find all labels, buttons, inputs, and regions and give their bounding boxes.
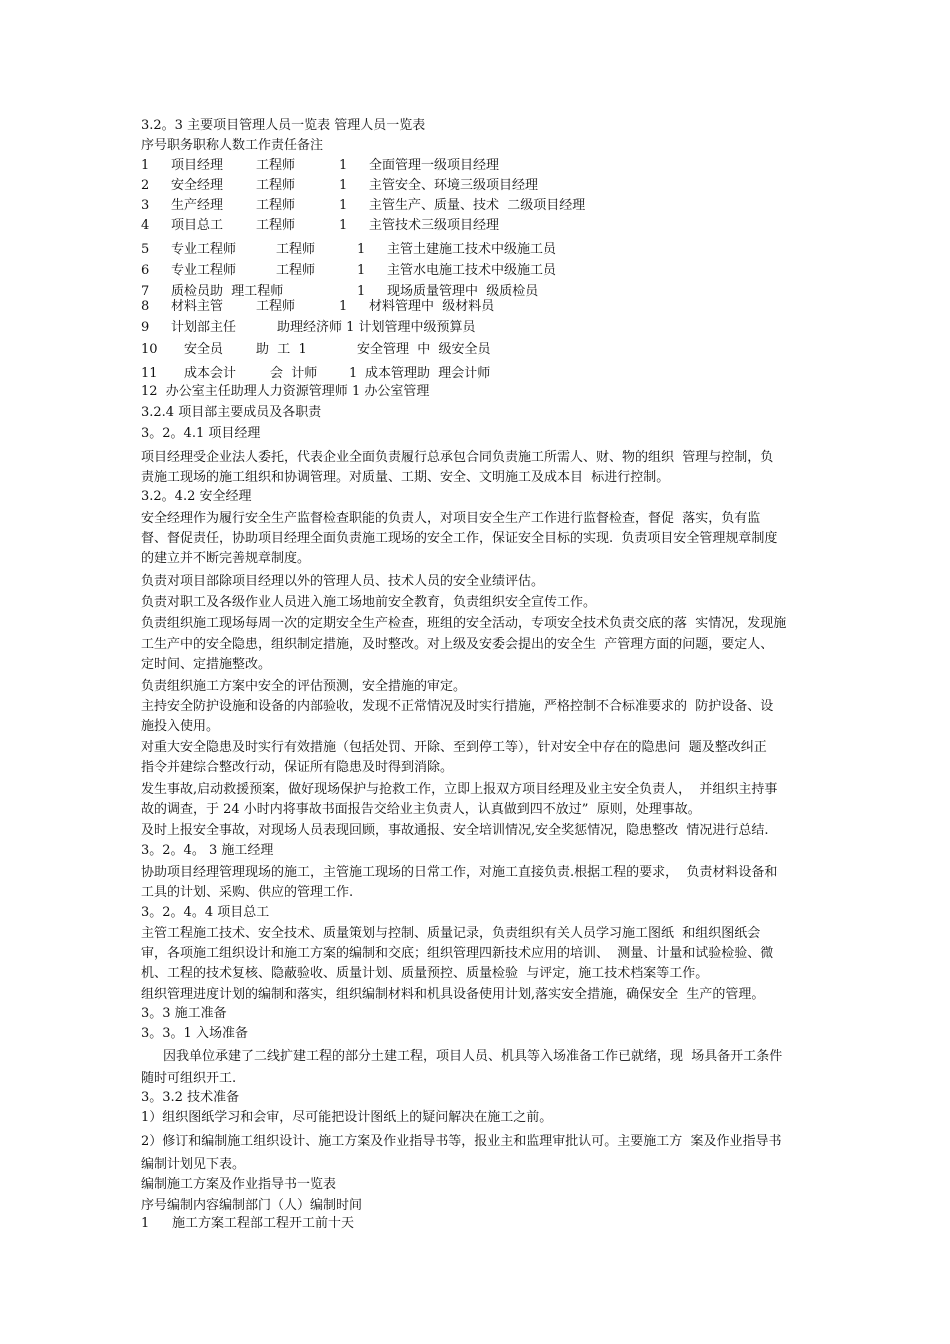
paragraph-line: 审，各项施工组织设计和施工方案的编制和交底；组织管理四新技术应用的培训、 测量、计量和试验检验、微 — [141, 946, 774, 961]
table-row — [141, 320, 801, 336]
paragraph-line: 的建立并不断完善规章制度。 — [141, 551, 311, 566]
row-count: 1 — [339, 218, 348, 233]
paragraph-line: 负责对项目部除项目经理以外的管理人员、技术人员的安全业绩评估。 — [141, 574, 545, 589]
paragraph-line: 组织管理进度计划的编制和落实，组织编制材料和机具设备使用计划,落实安全措施，确保安全 生产的管理。 — [141, 987, 765, 1002]
table-row — [141, 242, 801, 258]
paragraph-line: 1）组织图纸学习和会审，尽可能把设计图纸上的疑问解决在施工之前。 — [141, 1110, 553, 1125]
row-title: 工程师 — [256, 299, 296, 314]
row-no: 5 — [141, 242, 150, 257]
row-count: 1 — [339, 158, 348, 173]
row-duty: 安全管理 中 级安全员 — [357, 342, 491, 357]
table-row — [141, 158, 801, 174]
section-heading: 3。2。4.1 项目经理 — [141, 426, 261, 441]
table-row — [141, 263, 801, 279]
row-no: 4 — [141, 218, 150, 233]
row-position: 材料主管 — [171, 299, 224, 314]
row-position: 生产经理 — [171, 198, 224, 213]
row-position: 安全员 — [184, 342, 224, 357]
row-duty: 主管生产、质量、技术 二级项目经理 — [369, 198, 586, 213]
paragraph-line: 施投入使用。 — [141, 719, 220, 734]
paragraph-line: 2）修订和编制施工组织设计、施工方案及作业指导书等，报业主和监理审批认可。主要施工方 案及作业指导书 — [141, 1134, 782, 1149]
section-heading: 3。2。4。4 项目总工 — [141, 905, 270, 920]
row-no: 11 — [141, 366, 158, 381]
paragraph-line: 机、工程的技术复核、隐蔽验收、质量计划、质量预控、质量检验 与评定，施工技术档案等工作。 — [141, 966, 709, 981]
paragraph-line: 故的调查，于 24 小时内将事故书面报告交给业主负责人，认真做到四不放过” 原则，处理事故。 — [141, 802, 701, 817]
row-duty: 现场质量管理中 级质检员 — [387, 284, 539, 299]
section-heading: 3。3 施工准备 — [141, 1006, 227, 1021]
row-no: 9 — [141, 320, 150, 335]
row-title: 工程师 — [256, 178, 296, 193]
row-no: 1 — [141, 158, 150, 173]
paragraph-line: 负责组织施工方案中安全的评估预测，安全措施的审定。 — [141, 679, 467, 694]
row-position: 专业工程师 — [171, 263, 237, 278]
row-title: 助理经济师 1 计划管理中级预算员 — [277, 320, 476, 335]
section-heading: 3。3.2 技术准备 — [141, 1090, 240, 1105]
paragraph-line: 工具的计划、采购、供应的管理工作. — [141, 885, 354, 900]
row-count: 1 — [339, 198, 348, 213]
paragraph-line: 主管工程施工技术、安全技术、质量策划与控制、质量记录，负责组织有关人员学习施工图纸 和组织图纸会 — [141, 926, 761, 941]
section-title-323: 3.2。3 主要项目管理人员一览表 管理人员一览表 — [141, 118, 426, 133]
row-no: 1 — [141, 1216, 150, 1231]
paragraph-line: 主持安全防护设施和设备的内部验收，发现不正常情况及时实行措施，严格控制不合标准要求的 防护设备、设 — [141, 699, 774, 714]
row-no: 6 — [141, 263, 150, 278]
section-heading: 3。3。1 入场准备 — [141, 1026, 248, 1041]
row-duty: 主管技术三级项目经理 — [369, 218, 500, 233]
row-position: 项目经理 — [171, 158, 224, 173]
row-duty: 全面管理一级项目经理 — [369, 158, 500, 173]
row-title: 工程师 — [256, 158, 296, 173]
row-title: 工程师 — [276, 242, 316, 257]
paragraph-line: 工生产中的安全隐患，组织制定措施，及时整改。对上级及安委会提出的安全生 产管理方面的问题，要定人、 — [141, 637, 774, 652]
row-title: 工程师 — [276, 263, 316, 278]
paragraph-line: 随时可组织开工. — [141, 1071, 237, 1086]
row-no: 7 — [141, 284, 150, 299]
row-duty: 材料管理中 级材料员 — [369, 299, 495, 314]
paragraph-line: 因我单位承建了二线扩建工程的部分土建工程，项目人员、机具等入场准备工作已就绪，现 场具备开工条件 — [163, 1049, 783, 1064]
paragraph-line: 对重大安全隐患及时实行有效措施（包括处罚、开除、至到停工等），针对安全中存在的隐患问 题及整改纠正 — [141, 740, 767, 755]
row-no: 3 — [141, 198, 150, 213]
row-count: 1 — [349, 366, 358, 381]
section-heading: 3.2。4.2 安全经理 — [141, 489, 252, 504]
row-position: 质检员助 理工程师 — [171, 284, 284, 299]
row-duty: 成本管理助 理会计师 — [365, 366, 491, 381]
table-header: 序号编制内容编制部门（人）编制时间 — [141, 1198, 363, 1213]
table-row — [141, 342, 801, 358]
row-count: 1 — [339, 299, 348, 314]
row-title: 会 计师 — [270, 366, 318, 381]
row-count: 1 — [357, 263, 366, 278]
paragraph-line: 督、督促责任，协助项目经理全面负责施工现场的安全工作，保证安全目标的实现. 负责项目安全管理规章制度 — [141, 531, 778, 546]
row-no: 2 — [141, 178, 150, 193]
table-row — [141, 198, 801, 214]
paragraph-line: 负责组织施工现场每周一次的定期安全生产检查，班组的安全活动，专项安全技术负责交底的落 实情况，发现施 — [141, 616, 787, 631]
paragraph-line: 发生事故,启动救援预案，做好现场保护与抢救工作，立即上报双方项目经理及业主安全负责人， 并组织主持事 — [141, 782, 778, 797]
paragraph-line: 负责对职工及各级作业人员进入施工场地前安全教育，负责组织安全宣传工作。 — [141, 595, 597, 610]
paragraph-line: 安全经理作为履行安全生产监督检查职能的负责人，对项目安全生产工作进行监督检查，督促 落实，负有监 — [141, 511, 761, 526]
row-content: 施工方案工程部工程开工前十天 — [172, 1216, 355, 1231]
paragraph-line: 定时间、定措施整改。 — [141, 657, 272, 672]
row-no: 8 — [141, 299, 150, 314]
row-position: 计划部主任 — [171, 320, 237, 335]
row-position: 项目总工 — [171, 218, 224, 233]
table-row — [141, 366, 801, 382]
paragraph-line: 编制计划见下表。 — [141, 1157, 246, 1172]
row-count: 1 — [339, 178, 348, 193]
row-duty: 主管水电施工技术中级施工员 — [387, 263, 557, 278]
table-row — [141, 284, 801, 300]
row-no: 10 — [141, 342, 158, 357]
table-row — [141, 1216, 801, 1232]
section-heading: 3.2.4 项目部主要成员及各职责 — [141, 405, 322, 420]
table-row-12: 12 办公室主任助理人力资源管理师 1 办公室管理 — [141, 384, 430, 399]
row-position: 安全经理 — [171, 178, 224, 193]
paragraph-line: 协助项目经理管理现场的施工，主管施工现场的日常工作，对施工直接负责.根据工程的要求， 负责材料设备和 — [141, 865, 778, 880]
row-duty: 主管安全、环境三级项目经理 — [369, 178, 539, 193]
paragraph-line: 项目经理受企业法人委托，代表企业全面负责履行总承包合同负责施工所需人、财、物的组织 管理与控制，负 — [141, 450, 774, 465]
table-title: 编制施工方案及作业指导书一览表 — [141, 1177, 337, 1192]
paragraph-line: 指令并建综合整改行动，保证所有隐患及时得到消除。 — [141, 760, 454, 775]
row-title: 工程师 — [256, 218, 296, 233]
section-heading: 3。2。4。 3 施工经理 — [141, 843, 274, 858]
row-position: 成本会计 — [184, 366, 237, 381]
row-count: 1 — [357, 242, 366, 257]
row-count: 1 — [357, 284, 366, 299]
table-row — [141, 218, 801, 234]
paragraph-line: 及时上报安全事故，对现场人员表现回顾，事故通报、安全培训情况,安全奖惩情况，隐患整改 情况进行总结. — [141, 823, 769, 838]
row-title: 工程师 — [256, 198, 296, 213]
table-row — [141, 178, 801, 194]
row-title: 助 工 1 — [256, 342, 307, 357]
row-position: 专业工程师 — [171, 242, 237, 257]
table-row — [141, 299, 801, 315]
table-header: 序号职务职称人数工作责任备注 — [141, 138, 324, 153]
row-duty: 主管土建施工技术中级施工员 — [387, 242, 557, 257]
paragraph-line: 责施工现场的施工组织和协调管理。对质量、工期、安全、文明施工及成本目 标进行控制。 — [141, 470, 670, 485]
